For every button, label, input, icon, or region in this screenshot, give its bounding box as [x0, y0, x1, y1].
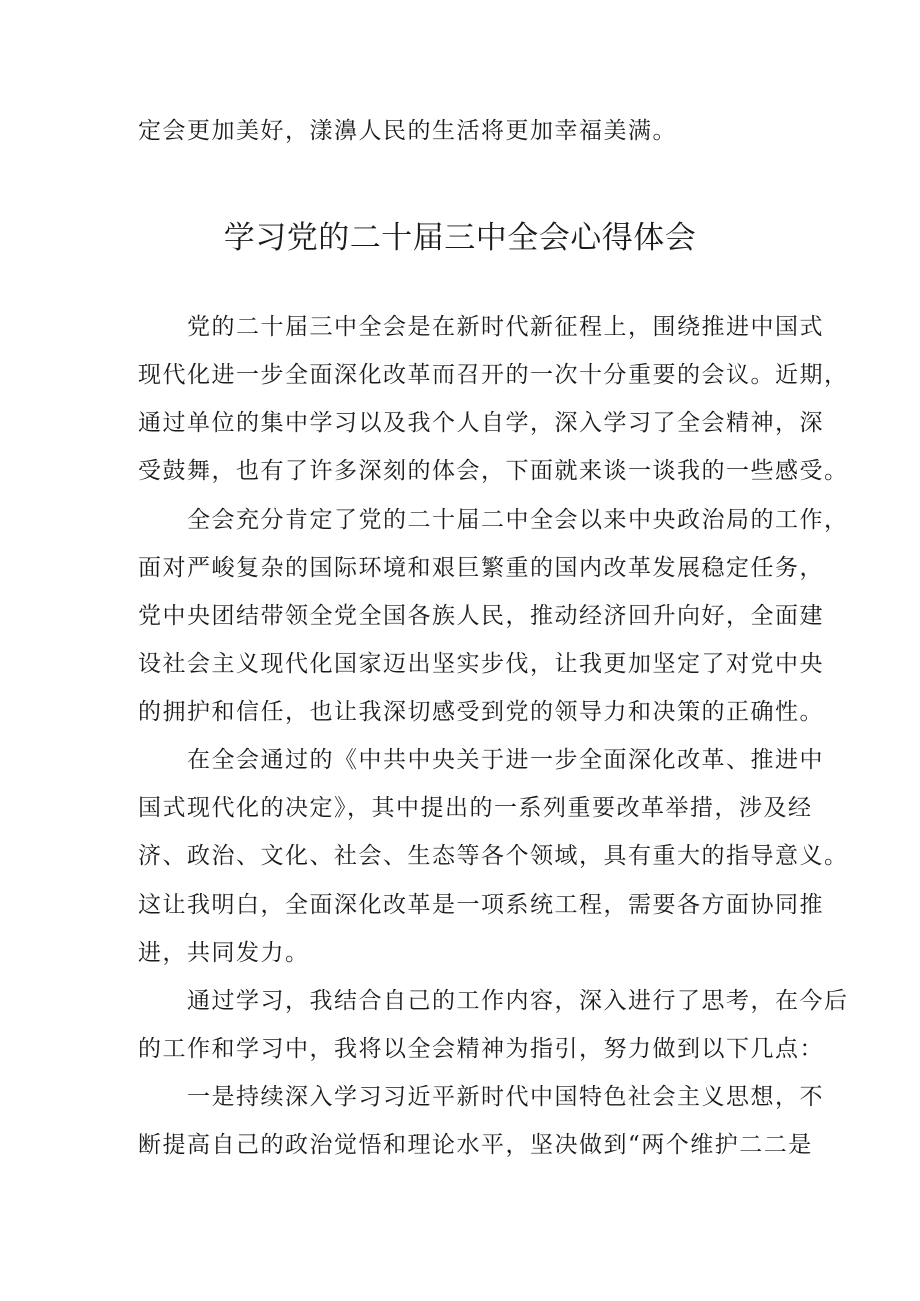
leading-line: 定会更加美好，漾濞人民的生活将更加幸福美满。 — [138, 118, 677, 144]
body-line: 通过单位的集中学习以及我个人自学，深入学习了全会精神，深 — [138, 410, 824, 436]
body-line: 在全会通过的《中共中央关于进一步全面深化改革、推进中 — [138, 747, 824, 773]
body-line: 一是持续深入学习习近平新时代中国特色社会主义思想，不 — [138, 1084, 824, 1110]
body-line: 这让我明白，全面深化改革是一项系统工程，需要各方面协同推 — [138, 892, 824, 918]
page-title: 学习党的二十届三中全会心得体会 — [223, 220, 697, 256]
body-line: 济、政治、文化、社会、生态等各个领域，具有重大的指导意义。 — [138, 843, 849, 869]
body-line: 受鼓舞，也有了许多深刻的体会，下面就来谈一谈我的一些感受。 — [138, 458, 849, 484]
body-line: 的拥护和信任，也让我深切感受到党的领导力和决策的正确性。 — [138, 699, 824, 725]
body-line: 国式现代化的决定》，其中提出的一系列重要改革举措，涉及经 — [138, 795, 813, 821]
body-line: 设社会主义现代化国家迈出坚实步伐，让我更加坚定了对党中央 — [138, 651, 824, 677]
body-line: 的工作和学习中，我将以全会精神为指引，努力做到以下几点： — [138, 1036, 824, 1062]
body-line: 进，共同发力。 — [138, 940, 310, 966]
body-line: 断提高自己的政治觉悟和理论水平，坚决做到“两个维护二二是 — [138, 1132, 813, 1158]
body-line: 面对严峻复杂的国际环境和艰巨繁重的国内改革发展稳定任务， — [138, 555, 824, 581]
body-line: 通过学习，我结合自己的工作内容，深入进行了思考，在今后 — [138, 988, 849, 1014]
body-line: 现代化进一步全面深化改革而召开的一次十分重要的会议。近期， — [138, 362, 849, 388]
body-line: 党的二十届三中全会是在新时代新征程上，围绕推进中国式 — [138, 314, 824, 340]
body-line: 党中央团结带领全党全国各族人民，推动经济回升向好，全面建 — [138, 603, 824, 629]
body-line: 全会充分肯定了党的二十届二中全会以来中央政治局的工作， — [138, 507, 849, 533]
